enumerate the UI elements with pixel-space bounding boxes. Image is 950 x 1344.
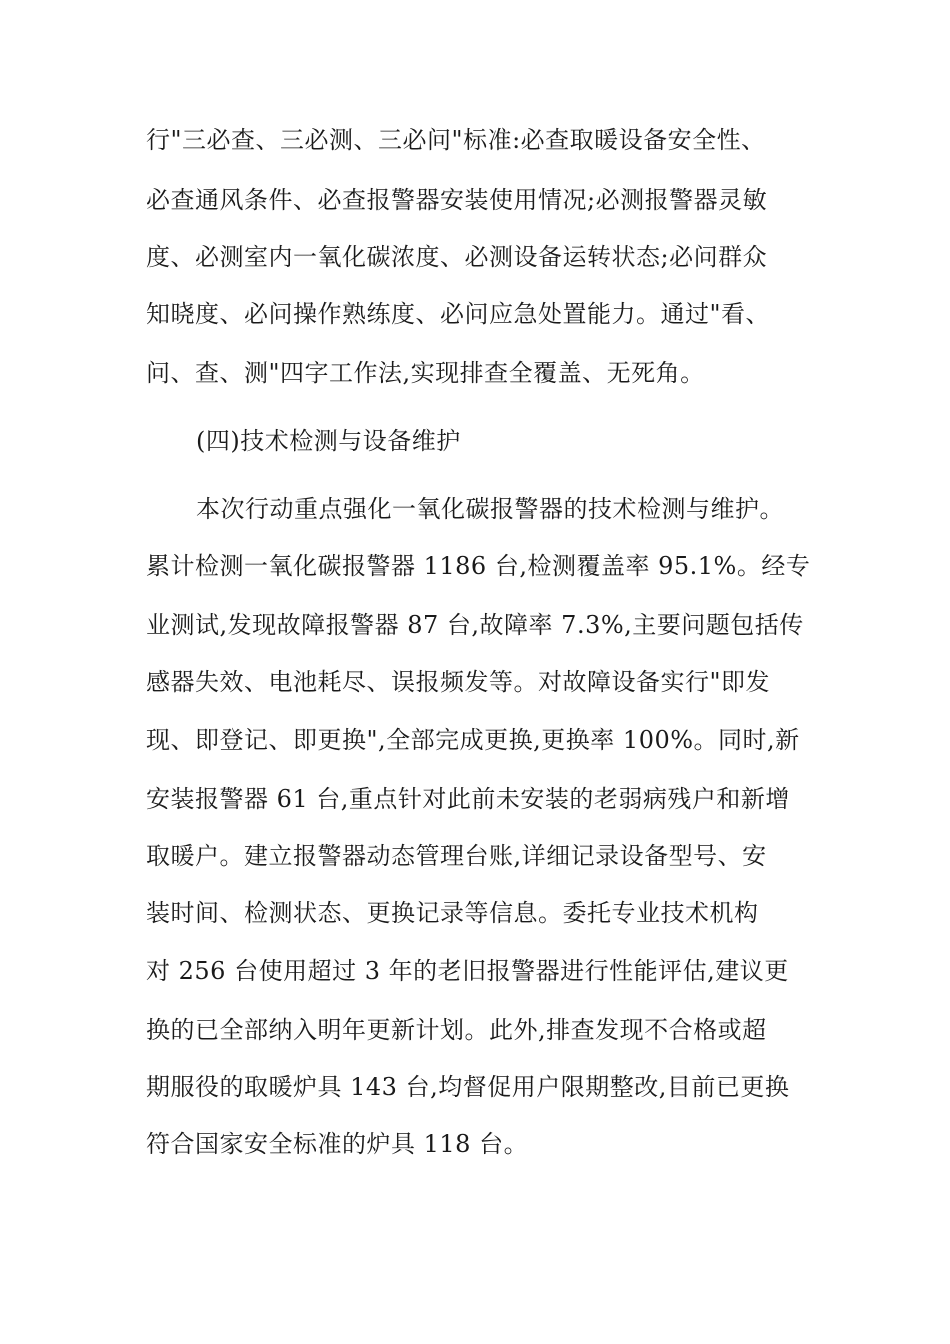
section-heading: (四)技术检测与设备维护	[196, 427, 461, 455]
paragraph-2-line-3: 业测试,发现故障报警器 87 台,故障率 7.3%,主要问题包括传	[146, 611, 804, 639]
paragraph-2-line-12: 符合国家安全标准的炉具 118 台。	[146, 1130, 529, 1158]
paragraph-2-line-11: 期服役的取暖炉具 143 台,均督促用户限期整改,目前已更换	[146, 1073, 790, 1101]
paragraph-1-line-3: 度、必测室内一氧化碳浓度、必测设备运转状态;必问群众	[146, 243, 768, 271]
paragraph-1-line-1: 行"三必查、三必测、三必问"标准:必查取暖设备安全性、	[146, 126, 766, 154]
paragraph-2-line-8: 装时间、检测状态、更换记录等信息。委托专业技术机构	[146, 899, 759, 927]
paragraph-1-line-4: 知晓度、必问操作熟练度、必问应急处置能力。通过"看、	[146, 300, 771, 328]
paragraph-2-line-4: 感器失效、电池耗尽、误报频发等。对故障设备实行"即发	[146, 668, 771, 696]
paragraph-2-line-9: 对 256 台使用超过 3 年的老旧报警器进行性能评估,建议更	[146, 957, 789, 985]
paragraph-2-line-10: 换的已全部纳入明年更新计划。此外,排查发现不合格或超	[146, 1016, 767, 1044]
paragraph-1-line-5: 问、查、测"四字工作法,实现排查全覆盖、无死角。	[146, 359, 705, 387]
paragraph-1-line-2: 必查通风条件、必查报警器安装使用情况;必测报警器灵敏	[146, 186, 768, 214]
paragraph-2-line-1: 本次行动重点强化一氧化碳报警器的技术检测与维护。	[196, 495, 784, 523]
paragraph-2-line-7: 取暖户。建立报警器动态管理台账,详细记录设备型号、安	[146, 842, 767, 870]
paragraph-2-line-6: 安装报警器 61 台,重点针对此前未安装的老弱病残户和新增	[146, 785, 790, 813]
paragraph-2-line-2: 累计检测一氧化碳报警器 1186 台,检测覆盖率 95.1%。经专	[146, 552, 811, 580]
paragraph-2-line-5: 现、即登记、即更换",全部完成更换,更换率 100%。同时,新	[146, 726, 800, 754]
